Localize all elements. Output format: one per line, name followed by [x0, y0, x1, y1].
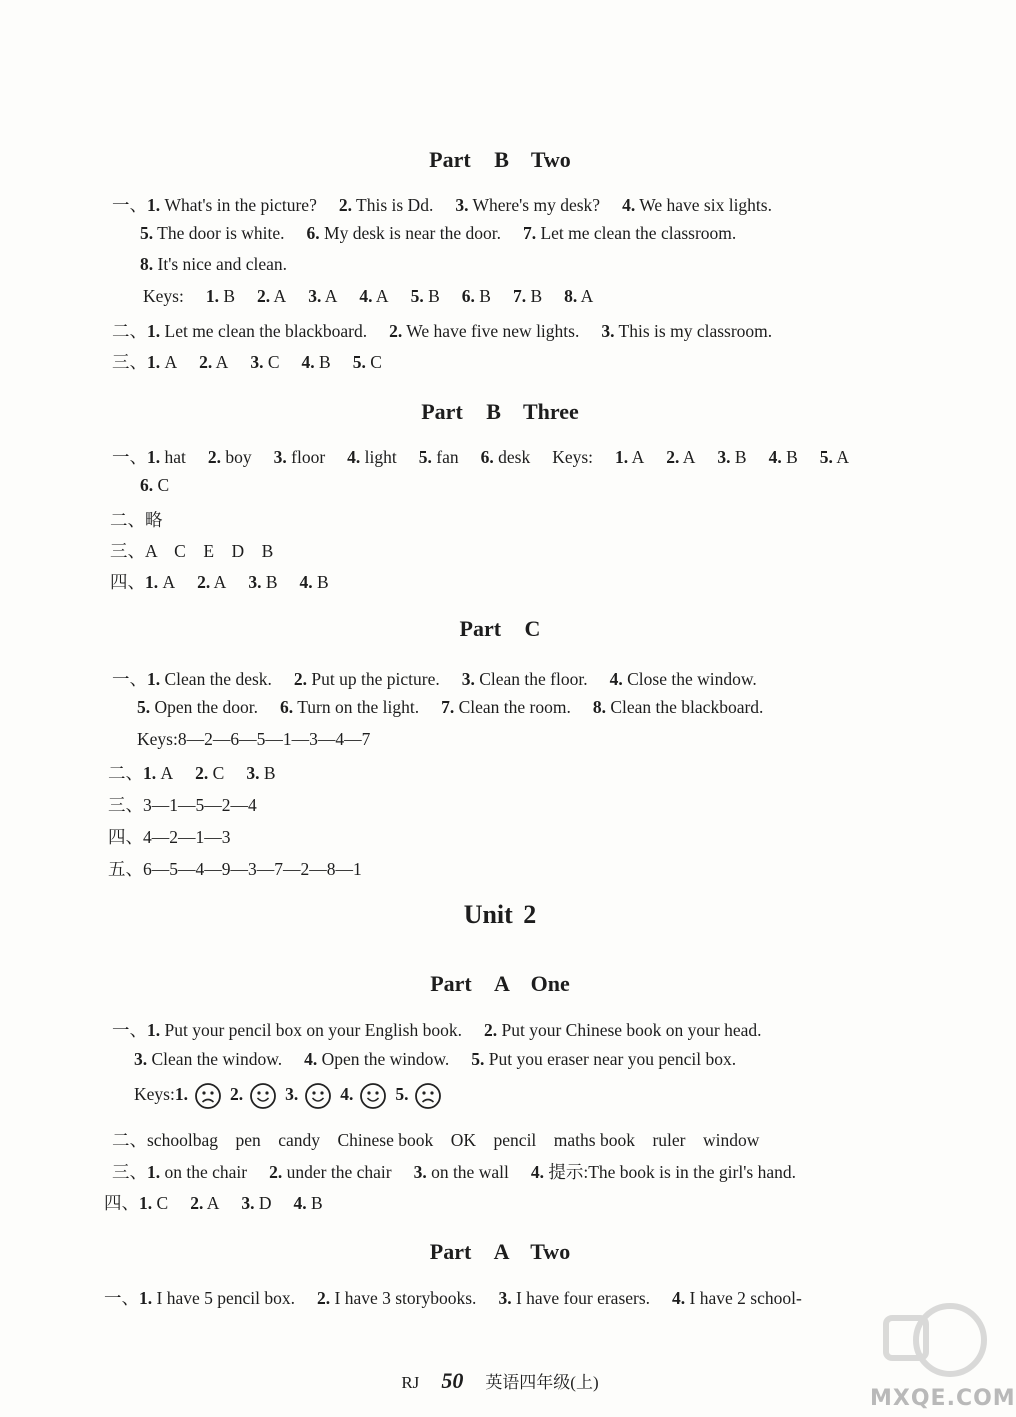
item-number: 6.: [306, 223, 320, 243]
item-number: 1.: [174, 1084, 188, 1105]
item-text: 三、: [112, 352, 147, 372]
item-number: 1.: [147, 321, 161, 341]
item-number: 5.: [418, 447, 432, 467]
item-text: A: [160, 352, 178, 372]
item-text: I have 2 school-: [685, 1288, 802, 1308]
item-number: 3.: [601, 321, 615, 341]
item-text: C: [153, 475, 170, 495]
b3-line-2: [140, 475, 169, 496]
item-number: 8.: [140, 254, 154, 274]
c-line-5: 三、3—1—5—2—4: [108, 795, 257, 815]
item-text: I have four erasers.: [511, 1288, 651, 1308]
item-number: 2.: [207, 447, 222, 467]
section-heading-part-b-three: Part B Three: [421, 399, 579, 424]
item-text: hat: [160, 447, 186, 467]
footer-book-title: 英语四年级(上): [485, 1373, 599, 1392]
page-footer: [0, 1368, 1000, 1394]
item-number: 1.: [615, 447, 629, 467]
a1-line-2: [134, 1049, 736, 1070]
sad-face-icon: [414, 1082, 442, 1110]
c-line-2: [137, 697, 763, 718]
item-text: Turn on the light.: [293, 697, 420, 717]
b3-line-3: [110, 507, 163, 532]
item-number: 3.: [248, 572, 262, 592]
c-line-4: [108, 760, 276, 785]
item-number: 1.: [147, 195, 161, 215]
item-number: 5.: [819, 447, 833, 467]
c-keys: Keys:8—2—6—5—1—3—4—7: [137, 729, 371, 749]
item-text: floor: [286, 447, 326, 467]
item-number: 2.: [666, 447, 680, 467]
item-text: 一、: [112, 195, 147, 215]
item-text: B: [474, 286, 491, 306]
b2-line-3: [140, 254, 287, 275]
item-text: fan: [431, 447, 459, 467]
item-text: Keys:: [143, 286, 184, 306]
item-number: 1.: [147, 447, 161, 467]
item-text: 四、: [104, 1193, 139, 1213]
face-keys: [175, 1084, 451, 1104]
item-text: A: [372, 286, 389, 306]
item-text: Clean the desk.: [160, 669, 272, 689]
item-number: 3.: [285, 1084, 299, 1105]
item-number: 6.: [140, 475, 154, 495]
item-text: B: [423, 286, 440, 306]
item-text: D: [254, 1193, 272, 1213]
item-number: 2.: [229, 1084, 244, 1105]
item-text: B: [526, 286, 543, 306]
item-text: B: [314, 352, 331, 372]
item-text: This is my classroom.: [614, 321, 773, 341]
item-number: 5.: [471, 1049, 485, 1069]
item-text: Clean the window.: [147, 1049, 283, 1069]
item-text: A: [203, 1193, 220, 1213]
item-number: 4.: [299, 572, 313, 592]
item-text: Put you eraser near you pencil box.: [484, 1049, 737, 1069]
item-number: 2.: [389, 321, 403, 341]
b2-line-2: [140, 223, 736, 244]
item-text: Clean the blackboard.: [605, 697, 764, 717]
item-text: I have 5 pencil box.: [152, 1288, 295, 1308]
item-text: A: [210, 572, 227, 592]
item-text: Where's my desk?: [468, 195, 601, 215]
item-text: Keys:: [552, 447, 594, 467]
item-text: B: [261, 572, 278, 592]
item-number: 4.: [293, 1193, 307, 1213]
watermark-text: MXQE.COM: [870, 1386, 1016, 1411]
footer-edition: RJ: [401, 1373, 420, 1392]
item-number: 1.: [139, 1288, 153, 1308]
a1-line-6: [104, 1190, 323, 1215]
item-text: It's nice and clean.: [153, 254, 287, 274]
item-number: 4.: [622, 195, 636, 215]
b2-keys: [143, 286, 593, 307]
happy-face-icon: [304, 1082, 332, 1110]
b2-line-1: [112, 192, 772, 217]
item-number: 1.: [143, 763, 157, 783]
item-text: C: [365, 352, 382, 372]
item-number: 2.: [483, 1020, 498, 1040]
item-number: 4.: [301, 352, 315, 372]
item-text: on the chair: [160, 1162, 248, 1182]
b3-line-4: [110, 538, 273, 563]
item-text: Clean the floor.: [474, 669, 588, 689]
a1-line-5: [112, 1159, 796, 1184]
section-heading-part-a-two: Part A Two: [429, 1239, 571, 1264]
page-number: 50: [441, 1368, 464, 1393]
watermark-logo-icon: [880, 1300, 990, 1380]
item-number: 6.: [480, 447, 494, 467]
item-text: We have six lights.: [635, 195, 772, 215]
b3-line-5: [110, 569, 329, 594]
item-text: B: [312, 572, 329, 592]
item-text: Clean the room.: [454, 697, 571, 717]
item-text: B: [259, 763, 276, 783]
item-number: 1.: [205, 286, 219, 306]
item-number: 5.: [410, 286, 424, 306]
item-text: The door is white.: [153, 223, 285, 243]
item-text: C: [152, 1193, 169, 1213]
item-text: 三、A C E D B: [110, 541, 274, 561]
item-number: 4.: [347, 447, 361, 467]
item-text: Open the door.: [150, 697, 259, 717]
item-text: Close the window.: [622, 669, 757, 689]
item-text: A: [628, 447, 645, 467]
item-number: 3.: [717, 447, 731, 467]
item-text: boy: [221, 447, 252, 467]
item-number: 1.: [147, 669, 161, 689]
happy-face-icon: [359, 1082, 387, 1110]
item-number: 5.: [137, 697, 151, 717]
item-text: Let me clean the blackboard.: [160, 321, 368, 341]
item-text: light: [360, 447, 397, 467]
item-text: C: [263, 352, 280, 372]
item-number: 4.: [304, 1049, 318, 1069]
item-text: Put your Chinese book on your head.: [497, 1020, 762, 1040]
item-number: 5.: [395, 1084, 409, 1105]
item-number: 3.: [241, 1193, 255, 1213]
item-number: 3.: [273, 447, 287, 467]
item-text: under the chair: [282, 1162, 392, 1182]
unit-heading: Unit 2: [463, 900, 537, 929]
item-text: A: [212, 352, 229, 372]
item-number: 4.: [530, 1162, 544, 1182]
item-text: A: [832, 447, 849, 467]
item-text: B: [781, 447, 798, 467]
item-text: We have five new lights.: [402, 321, 580, 341]
item-text: This is Dd.: [351, 195, 434, 215]
section-heading-part-a-one: Part A One: [430, 971, 570, 996]
item-number: 3.: [455, 195, 469, 215]
item-text: 提示:The book is in the girl's hand.: [543, 1162, 796, 1182]
item-number: 2.: [317, 1288, 331, 1308]
item-number: 5.: [352, 352, 366, 372]
item-text: A: [679, 447, 696, 467]
item-text: A: [270, 286, 287, 306]
item-number: 4.: [672, 1288, 686, 1308]
item-number: 6.: [461, 286, 475, 306]
item-number: 8.: [592, 697, 606, 717]
item-number: 1.: [147, 1020, 161, 1040]
item-text: 二、略: [110, 510, 163, 530]
item-number: 1.: [147, 1162, 161, 1182]
b2-line-6: [112, 349, 382, 374]
keys-label: Keys:: [134, 1084, 175, 1105]
item-number: 1.: [139, 1193, 153, 1213]
item-text: Put your pencil box on your English book.: [160, 1020, 462, 1040]
item-number: 3.: [413, 1162, 427, 1182]
item-text: A: [156, 763, 174, 783]
a1-keys: [134, 1082, 450, 1110]
a1-line-4: 二、schoolbag pen candy Chinese book OK pencil maths book ruler window: [112, 1130, 760, 1150]
item-text: B: [218, 286, 236, 306]
item-text: My desk is near the door.: [319, 223, 501, 243]
item-number: 2.: [190, 1193, 204, 1213]
item-number: 3.: [461, 669, 475, 689]
item-number: 8.: [564, 286, 578, 306]
item-number: 2.: [197, 572, 211, 592]
item-number: 2.: [293, 669, 308, 689]
item-text: 一、: [112, 447, 147, 467]
item-text: Let me clean the classroom.: [536, 223, 737, 243]
b3-line-1: [112, 444, 849, 469]
item-text: A: [158, 572, 176, 592]
item-text: 一、: [112, 1020, 147, 1040]
item-text: desk: [493, 447, 531, 467]
item-number: 5.: [140, 223, 154, 243]
section-heading-part-b-two: Part B Two: [429, 147, 571, 172]
item-number: 2.: [257, 286, 271, 306]
item-text: 二、: [108, 763, 143, 783]
item-text: 一、: [104, 1288, 139, 1308]
item-number: 4.: [340, 1084, 354, 1105]
item-number: 4.: [359, 286, 373, 306]
sad-face-icon: [194, 1082, 222, 1110]
item-number: 3.: [308, 286, 322, 306]
item-number: 1.: [147, 352, 161, 372]
item-text: Put up the picture.: [307, 669, 440, 689]
item-number: 2.: [269, 1162, 283, 1182]
item-number: 7.: [512, 286, 527, 306]
item-text: 四、: [110, 572, 145, 592]
item-text: A: [321, 286, 338, 306]
item-number: 3.: [250, 352, 264, 372]
item-text: Open the window.: [317, 1049, 450, 1069]
item-number: 3.: [246, 763, 260, 783]
item-number: 6.: [280, 697, 294, 717]
item-number: 2.: [195, 763, 209, 783]
a1-line-1: [112, 1017, 762, 1042]
item-text: B: [730, 447, 747, 467]
item-number: 3.: [134, 1049, 148, 1069]
item-number: 2.: [338, 195, 352, 215]
item-number: 2.: [199, 352, 213, 372]
b2-line-5: [112, 318, 772, 343]
item-number: 4.: [609, 669, 623, 689]
item-number: 1.: [145, 572, 159, 592]
item-number: 7.: [441, 697, 455, 717]
item-number: 7.: [522, 223, 537, 243]
item-number: 3.: [498, 1288, 512, 1308]
item-text: 一、: [112, 669, 147, 689]
item-text: 二、: [112, 321, 147, 341]
item-text: 三、: [112, 1162, 147, 1182]
happy-face-icon: [249, 1082, 277, 1110]
item-text: What's in the picture?: [160, 195, 317, 215]
item-text: A: [577, 286, 594, 306]
item-number: 4.: [768, 447, 782, 467]
a2-line-1: [104, 1285, 802, 1310]
c-line-6: 四、4—2—1—3: [108, 827, 231, 847]
item-text: I have 3 storybooks.: [330, 1288, 477, 1308]
item-text: B: [306, 1193, 323, 1213]
c-line-1: [112, 666, 757, 691]
item-text: C: [208, 763, 225, 783]
c-line-7: 五、6—5—4—9—3—7—2—8—1: [108, 859, 362, 879]
item-text: on the wall: [426, 1162, 509, 1182]
section-heading-part-c: Part C: [459, 616, 541, 641]
